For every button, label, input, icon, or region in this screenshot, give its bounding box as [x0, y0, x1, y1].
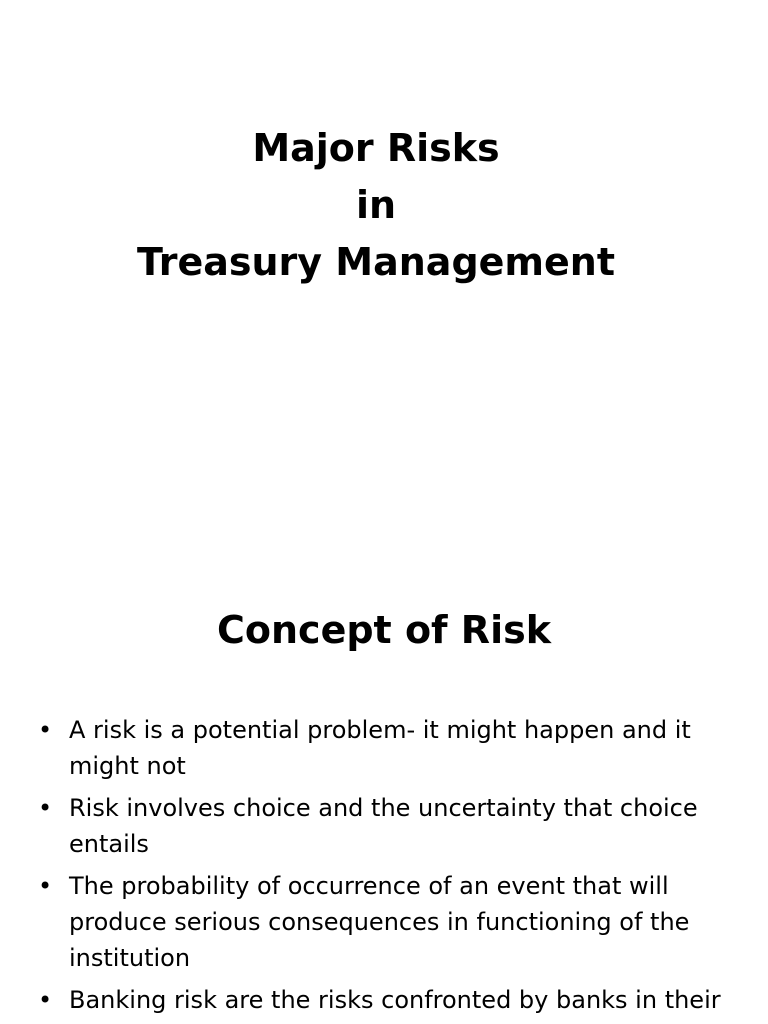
- bullet-list: [38, 712, 738, 1024]
- bullet-item: [38, 712, 738, 784]
- bullet-item: [38, 982, 738, 1018]
- bullet-text: Risk involves choice and the uncertainty that choice entails: [69, 794, 698, 858]
- bullet-text: A risk is a potential problem- it might happen and it might not: [69, 716, 691, 780]
- concept-slide: [0, 560, 768, 1024]
- section-title: Concept of Risk: [217, 608, 551, 652]
- title-line-3: Treasury Management: [136, 240, 616, 284]
- bullet-icon: •: [38, 986, 53, 1014]
- bullet-icon: •: [38, 872, 53, 900]
- bullet-icon: •: [38, 716, 53, 744]
- title-line-2: in: [355, 183, 397, 227]
- main-title: [0, 120, 752, 291]
- bullet-text: The probability of occurrence of an event that will produce serious consequences in functioning of the institution: [69, 872, 690, 972]
- bullet-text: Banking risk are the risks confronted by banks in their: [69, 986, 721, 1014]
- title-line-1: Major Risks: [252, 126, 500, 170]
- bullet-item: [38, 868, 738, 976]
- bullet-item: [38, 790, 738, 862]
- bullet-icon: •: [38, 794, 53, 822]
